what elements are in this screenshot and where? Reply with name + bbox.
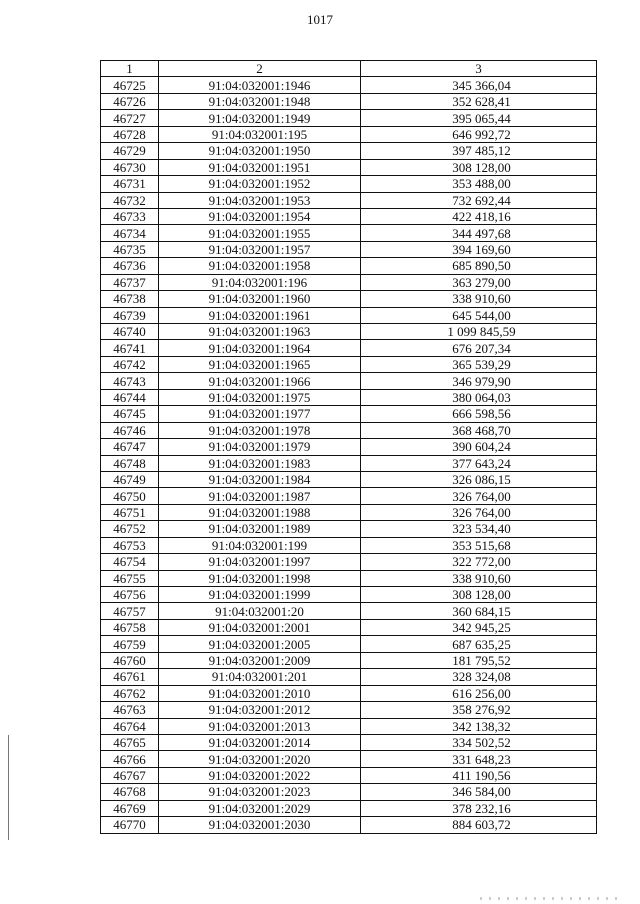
value-cell: 411 190,56 xyxy=(361,767,597,783)
table-row xyxy=(101,488,597,504)
value-cell: 616 256,00 xyxy=(361,685,597,701)
value-cell: 422 418,16 xyxy=(361,208,597,224)
table-row xyxy=(101,176,597,192)
table-row xyxy=(101,455,597,471)
row-number-cell: 46760 xyxy=(101,652,159,668)
row-number-cell: 46725 xyxy=(101,77,159,93)
row-number-cell: 46750 xyxy=(101,488,159,504)
value-cell: 884 603,72 xyxy=(361,817,597,833)
table-row xyxy=(101,192,597,208)
table-row xyxy=(101,587,597,603)
cadastral-number-cell: 91:04:032001:1953 xyxy=(159,192,361,208)
table-row xyxy=(101,143,597,159)
table-row xyxy=(101,636,597,652)
row-number-cell: 46753 xyxy=(101,537,159,553)
value-cell: 365 539,29 xyxy=(361,356,597,372)
value-cell: 358 276,92 xyxy=(361,702,597,718)
table-row xyxy=(101,570,597,586)
table-row xyxy=(101,685,597,701)
row-number-cell: 46738 xyxy=(101,291,159,307)
row-number-cell: 46762 xyxy=(101,685,159,701)
table-row xyxy=(101,389,597,405)
table-row xyxy=(101,422,597,438)
cadastral-number-cell: 91:04:032001:1961 xyxy=(159,307,361,323)
cadastral-number-cell: 91:04:032001:2009 xyxy=(159,652,361,668)
table-row xyxy=(101,603,597,619)
table-row xyxy=(101,225,597,241)
value-cell: 394 169,60 xyxy=(361,241,597,257)
table-row xyxy=(101,619,597,635)
cadastral-number-cell: 91:04:032001:2005 xyxy=(159,636,361,652)
value-cell: 308 128,00 xyxy=(361,159,597,175)
table-row xyxy=(101,406,597,422)
row-number-cell: 46751 xyxy=(101,504,159,520)
cadastral-number-cell: 91:04:032001:1954 xyxy=(159,208,361,224)
cadastral-number-cell: 91:04:032001:2023 xyxy=(159,784,361,800)
value-cell: 1 099 845,59 xyxy=(361,324,597,340)
table-row xyxy=(101,110,597,126)
row-number-cell: 46758 xyxy=(101,619,159,635)
table-row xyxy=(101,734,597,750)
value-cell: 308 128,00 xyxy=(361,587,597,603)
table-row xyxy=(101,356,597,372)
value-cell: 397 485,12 xyxy=(361,143,597,159)
cadastral-number-cell: 91:04:032001:2001 xyxy=(159,619,361,635)
value-cell: 645 544,00 xyxy=(361,307,597,323)
cadastral-number-cell: 91:04:032001:1965 xyxy=(159,356,361,372)
value-cell: 323 534,40 xyxy=(361,521,597,537)
value-cell: 345 366,04 xyxy=(361,77,597,93)
row-number-cell: 46739 xyxy=(101,307,159,323)
value-cell: 326 764,00 xyxy=(361,504,597,520)
value-cell: 666 598,56 xyxy=(361,406,597,422)
row-number-cell: 46761 xyxy=(101,669,159,685)
table-row xyxy=(101,800,597,816)
cadastral-number-cell: 91:04:032001:2012 xyxy=(159,702,361,718)
value-cell: 687 635,25 xyxy=(361,636,597,652)
row-number-cell: 46732 xyxy=(101,192,159,208)
value-cell: 346 584,00 xyxy=(361,784,597,800)
cadastral-number-cell: 91:04:032001:1966 xyxy=(159,373,361,389)
value-cell: 346 979,90 xyxy=(361,373,597,389)
row-number-cell: 46748 xyxy=(101,455,159,471)
cadastral-number-cell: 91:04:032001:2029 xyxy=(159,800,361,816)
table-row xyxy=(101,340,597,356)
table-row xyxy=(101,652,597,668)
header-row xyxy=(101,61,597,77)
value-cell: 342 138,32 xyxy=(361,718,597,734)
cadastral-number-cell: 91:04:032001:1979 xyxy=(159,439,361,455)
table-row xyxy=(101,307,597,323)
scan-artifacts xyxy=(480,897,620,900)
value-cell: 390 604,24 xyxy=(361,439,597,455)
table-row xyxy=(101,439,597,455)
table-body xyxy=(101,77,597,833)
table-row xyxy=(101,258,597,274)
table-row xyxy=(101,767,597,783)
row-number-cell: 46766 xyxy=(101,751,159,767)
table-row xyxy=(101,521,597,537)
cadastral-number-cell: 91:04:032001:1952 xyxy=(159,176,361,192)
cadastral-number-cell: 91:04:032001:1950 xyxy=(159,143,361,159)
cadastral-number-cell: 91:04:032001:1984 xyxy=(159,471,361,487)
row-number-cell: 46768 xyxy=(101,784,159,800)
table-row xyxy=(101,241,597,257)
value-cell: 378 232,16 xyxy=(361,800,597,816)
value-cell: 328 324,08 xyxy=(361,669,597,685)
cadastral-number-cell: 91:04:032001:2030 xyxy=(159,817,361,833)
cadastral-number-cell: 91:04:032001:1949 xyxy=(159,110,361,126)
value-cell: 338 910,60 xyxy=(361,291,597,307)
value-cell: 360 684,15 xyxy=(361,603,597,619)
cadastral-number-cell: 91:04:032001:20 xyxy=(159,603,361,619)
value-cell: 353 488,00 xyxy=(361,176,597,192)
table-row xyxy=(101,274,597,290)
column-header-1: 1 xyxy=(101,61,159,77)
value-cell: 685 890,50 xyxy=(361,258,597,274)
value-cell: 732 692,44 xyxy=(361,192,597,208)
value-cell: 326 086,15 xyxy=(361,471,597,487)
cadastral-number-cell: 91:04:032001:1958 xyxy=(159,258,361,274)
table-row xyxy=(101,669,597,685)
table-row xyxy=(101,93,597,109)
value-cell: 344 497,68 xyxy=(361,225,597,241)
table-header xyxy=(101,61,597,77)
table-row xyxy=(101,702,597,718)
value-cell: 646 992,72 xyxy=(361,126,597,142)
row-number-cell: 46763 xyxy=(101,702,159,718)
table-row xyxy=(101,291,597,307)
table-row xyxy=(101,784,597,800)
value-cell: 368 468,70 xyxy=(361,422,597,438)
cadastral-number-cell: 91:04:032001:195 xyxy=(159,126,361,142)
row-number-cell: 46752 xyxy=(101,521,159,537)
row-number-cell: 46737 xyxy=(101,274,159,290)
table-row xyxy=(101,751,597,767)
cadastral-number-cell: 91:04:032001:2022 xyxy=(159,767,361,783)
cadastral-number-cell: 91:04:032001:196 xyxy=(159,274,361,290)
page-number: 1017 xyxy=(307,12,333,27)
row-number-cell: 46749 xyxy=(101,471,159,487)
cadastral-number-cell: 91:04:032001:1975 xyxy=(159,389,361,405)
column-header-3: 3 xyxy=(361,61,597,77)
table-row xyxy=(101,504,597,520)
row-number-cell: 46742 xyxy=(101,356,159,372)
value-cell: 676 207,34 xyxy=(361,340,597,356)
table-row xyxy=(101,373,597,389)
row-number-cell: 46735 xyxy=(101,241,159,257)
cadastral-number-cell: 91:04:032001:2014 xyxy=(159,734,361,750)
row-number-cell: 46728 xyxy=(101,126,159,142)
value-cell: 353 515,68 xyxy=(361,537,597,553)
row-number-cell: 46740 xyxy=(101,324,159,340)
row-number-cell: 46767 xyxy=(101,767,159,783)
row-number-cell: 46743 xyxy=(101,373,159,389)
row-number-cell: 46747 xyxy=(101,439,159,455)
row-number-cell: 46770 xyxy=(101,817,159,833)
value-cell: 363 279,00 xyxy=(361,274,597,290)
row-number-cell: 46744 xyxy=(101,389,159,405)
cadastral-number-cell: 91:04:032001:1987 xyxy=(159,488,361,504)
table-row xyxy=(101,537,597,553)
cadastral-number-cell: 91:04:032001:1988 xyxy=(159,504,361,520)
row-number-cell: 46734 xyxy=(101,225,159,241)
row-number-cell: 46727 xyxy=(101,110,159,126)
row-number-cell: 46741 xyxy=(101,340,159,356)
cadastral-number-cell: 91:04:032001:1951 xyxy=(159,159,361,175)
value-cell: 395 065,44 xyxy=(361,110,597,126)
row-number-cell: 46745 xyxy=(101,406,159,422)
row-number-cell: 46754 xyxy=(101,554,159,570)
cadastral-number-cell: 91:04:032001:1963 xyxy=(159,324,361,340)
table-row xyxy=(101,471,597,487)
row-number-cell: 46764 xyxy=(101,718,159,734)
cadastral-number-cell: 91:04:032001:1955 xyxy=(159,225,361,241)
value-cell: 181 795,52 xyxy=(361,652,597,668)
row-number-cell: 46746 xyxy=(101,422,159,438)
table-row xyxy=(101,126,597,142)
registry-table xyxy=(100,60,597,834)
row-number-cell: 46729 xyxy=(101,143,159,159)
value-cell: 342 945,25 xyxy=(361,619,597,635)
cadastral-number-cell: 91:04:032001:1964 xyxy=(159,340,361,356)
cadastral-number-cell: 91:04:032001:1983 xyxy=(159,455,361,471)
row-number-cell: 46769 xyxy=(101,800,159,816)
row-number-cell: 46765 xyxy=(101,734,159,750)
cadastral-number-cell: 91:04:032001:1978 xyxy=(159,422,361,438)
value-cell: 380 064,03 xyxy=(361,389,597,405)
table-row xyxy=(101,208,597,224)
cadastral-number-cell: 91:04:032001:1998 xyxy=(159,570,361,586)
value-cell: 334 502,52 xyxy=(361,734,597,750)
cadastral-number-cell: 91:04:032001:1960 xyxy=(159,291,361,307)
cadastral-number-cell: 91:04:032001:1977 xyxy=(159,406,361,422)
table-row xyxy=(101,77,597,93)
row-number-cell: 46730 xyxy=(101,159,159,175)
row-number-cell: 46755 xyxy=(101,570,159,586)
row-number-cell: 46731 xyxy=(101,176,159,192)
value-cell: 331 648,23 xyxy=(361,751,597,767)
value-cell: 377 643,24 xyxy=(361,455,597,471)
row-number-cell: 46736 xyxy=(101,258,159,274)
cadastral-number-cell: 91:04:032001:199 xyxy=(159,537,361,553)
cadastral-number-cell: 91:04:032001:2013 xyxy=(159,718,361,734)
row-number-cell: 46757 xyxy=(101,603,159,619)
scan-margin-line xyxy=(8,735,9,840)
cadastral-number-cell: 91:04:032001:201 xyxy=(159,669,361,685)
value-cell: 322 772,00 xyxy=(361,554,597,570)
table-row xyxy=(101,554,597,570)
cadastral-number-cell: 91:04:032001:2010 xyxy=(159,685,361,701)
cadastral-number-cell: 91:04:032001:1997 xyxy=(159,554,361,570)
table-row xyxy=(101,817,597,833)
cadastral-number-cell: 91:04:032001:1999 xyxy=(159,587,361,603)
cadastral-number-cell: 91:04:032001:1946 xyxy=(159,77,361,93)
value-cell: 326 764,00 xyxy=(361,488,597,504)
cadastral-number-cell: 91:04:032001:2020 xyxy=(159,751,361,767)
row-number-cell: 46733 xyxy=(101,208,159,224)
table-row xyxy=(101,159,597,175)
row-number-cell: 46759 xyxy=(101,636,159,652)
value-cell: 338 910,60 xyxy=(361,570,597,586)
table-row xyxy=(101,324,597,340)
column-header-2: 2 xyxy=(159,61,361,77)
cadastral-number-cell: 91:04:032001:1948 xyxy=(159,93,361,109)
cadastral-number-cell: 91:04:032001:1989 xyxy=(159,521,361,537)
value-cell: 352 628,41 xyxy=(361,93,597,109)
table-row xyxy=(101,718,597,734)
row-number-cell: 46726 xyxy=(101,93,159,109)
cadastral-number-cell: 91:04:032001:1957 xyxy=(159,241,361,257)
row-number-cell: 46756 xyxy=(101,587,159,603)
